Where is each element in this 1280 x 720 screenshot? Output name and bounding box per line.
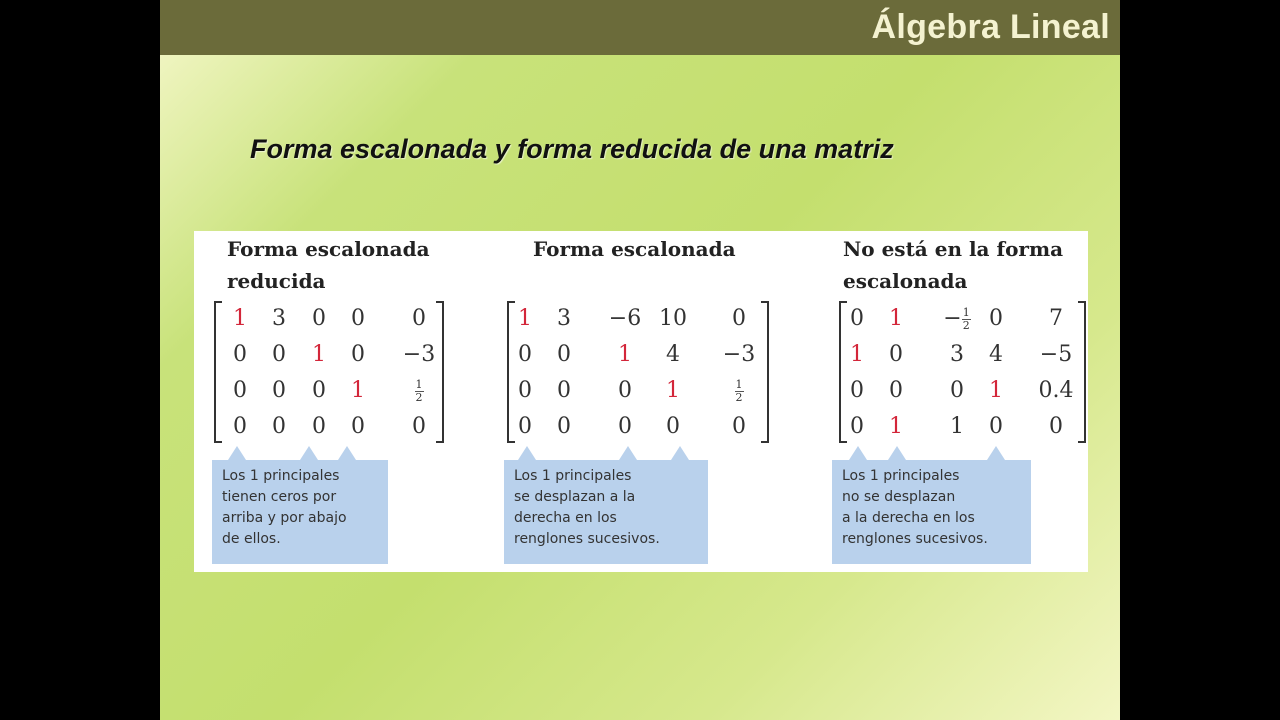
callout-pointer xyxy=(228,446,246,460)
callout-pointer xyxy=(888,446,906,460)
matrix-cell: 0 xyxy=(351,342,365,367)
matrix-cell: 4 xyxy=(666,342,680,367)
matrix-cell: 3 xyxy=(272,306,286,331)
matrix-cell: −6 xyxy=(608,306,642,331)
panel-title: No está en la forma escalonada xyxy=(843,237,1064,293)
matrix xyxy=(214,301,444,441)
matrix-cell: 1 xyxy=(950,414,964,439)
callout-pointer xyxy=(987,446,1005,460)
slide xyxy=(160,0,1120,720)
matrix-cell: 0 xyxy=(618,414,632,439)
matrix-cell: 0 xyxy=(233,414,247,439)
matrix-cell: 0 xyxy=(312,378,326,403)
matrix-cell: 1 xyxy=(618,342,632,367)
matrix-right-bracket xyxy=(761,301,769,443)
matrix-cell: 0 xyxy=(272,414,286,439)
matrix-cell: 0 xyxy=(312,414,326,439)
callout-pointer xyxy=(518,446,536,460)
matrix-cell: 0 xyxy=(989,306,1003,331)
slide-header-title: Álgebra Lineal xyxy=(871,8,1110,46)
matrix-cell: 1 xyxy=(989,378,1003,403)
matrix-cell: 0 xyxy=(233,342,247,367)
matrix-cell: 0.4 xyxy=(1038,378,1074,403)
matrix-cell: −3 xyxy=(402,342,436,367)
matrix-cell: 0 xyxy=(233,378,247,403)
matrix-cell: 0 xyxy=(312,306,326,331)
matrix-cell: 10 xyxy=(659,306,687,331)
callout-pointer xyxy=(619,446,637,460)
panel-reduced-echelon xyxy=(222,231,467,572)
matrix xyxy=(839,301,1086,441)
matrix-cell: 0 xyxy=(850,306,864,331)
matrix-cell: 0 xyxy=(272,342,286,367)
matrix-cell: 3 xyxy=(557,306,571,331)
matrix-cell: 1 xyxy=(518,306,532,331)
matrix-cell: 0 xyxy=(351,306,365,331)
callout-note: Los 1 principales se desplazan a la derecha en los renglones sucesivos. xyxy=(504,460,708,564)
matrix-cell: 1 xyxy=(666,378,680,403)
matrix-cell: $\frac{1}{2}$ xyxy=(735,377,743,404)
matrix-cell: 0 xyxy=(732,414,746,439)
matrix-cell: 1 xyxy=(351,378,365,403)
matrix-cell: 0 xyxy=(272,378,286,403)
panel-title: Forma escalonada reducida xyxy=(227,237,430,293)
matrix-cell: 3 xyxy=(950,342,964,367)
matrix-cell: 0 xyxy=(351,414,365,439)
matrix-cell: 0 xyxy=(518,414,532,439)
panel-not-echelon xyxy=(843,231,1083,572)
header-bar xyxy=(160,0,1120,55)
matrix-cell: 0 xyxy=(618,378,632,403)
matrix-cell: 0 xyxy=(950,378,964,403)
matrix-cell: 0 xyxy=(412,306,426,331)
matrix-cell: 0 xyxy=(557,342,571,367)
matrix-cell: 1 xyxy=(312,342,326,367)
matrix-cell: 4 xyxy=(989,342,1003,367)
matrix-cell: 0 xyxy=(850,378,864,403)
matrix-cell: 1 xyxy=(233,306,247,331)
matrix-cell: 0 xyxy=(412,414,426,439)
callout-pointer xyxy=(300,446,318,460)
callout-note: Los 1 principales no se desplazan a la derecha en los renglones sucesivos. xyxy=(832,460,1031,564)
matrix-cell: 0 xyxy=(889,342,903,367)
matrix-cell: 0 xyxy=(518,378,532,403)
matrix-cell: 0 xyxy=(850,414,864,439)
matrix-figure xyxy=(194,231,1088,572)
matrix-cell: −5 xyxy=(1039,342,1073,367)
matrix-cell: 0 xyxy=(557,414,571,439)
matrix-cell: 0 xyxy=(1049,414,1063,439)
matrix xyxy=(507,301,769,441)
matrix-cell: 0 xyxy=(666,414,680,439)
matrix-cell: 1 xyxy=(889,414,903,439)
panel-title: Forma escalonada xyxy=(533,237,736,261)
matrix-cell: 1 xyxy=(850,342,864,367)
callout-pointer xyxy=(338,446,356,460)
matrix-cell: 0 xyxy=(889,378,903,403)
callout-note: Los 1 principales tienen ceros por arriba y por abajo de ellos. xyxy=(212,460,388,564)
matrix-cell: −3 xyxy=(722,342,756,367)
matrix-cell: 0 xyxy=(732,306,746,331)
matrix-cell: $\frac{1}{2}$ xyxy=(415,377,423,404)
panel-echelon xyxy=(514,231,793,572)
slide-subtitle: Forma escalonada y forma reducida de una matriz xyxy=(250,134,894,164)
matrix-right-bracket xyxy=(1078,301,1086,443)
matrix-cell: 0 xyxy=(557,378,571,403)
matrix-cell: 0 xyxy=(518,342,532,367)
matrix-cell: 0 xyxy=(989,414,1003,439)
callout-pointer xyxy=(671,446,689,460)
matrix-cell: − $\frac{1}{2}$ xyxy=(943,305,970,332)
callout-pointer xyxy=(849,446,867,460)
matrix-cell: 7 xyxy=(1049,306,1063,331)
matrix-cell: 1 xyxy=(889,306,903,331)
